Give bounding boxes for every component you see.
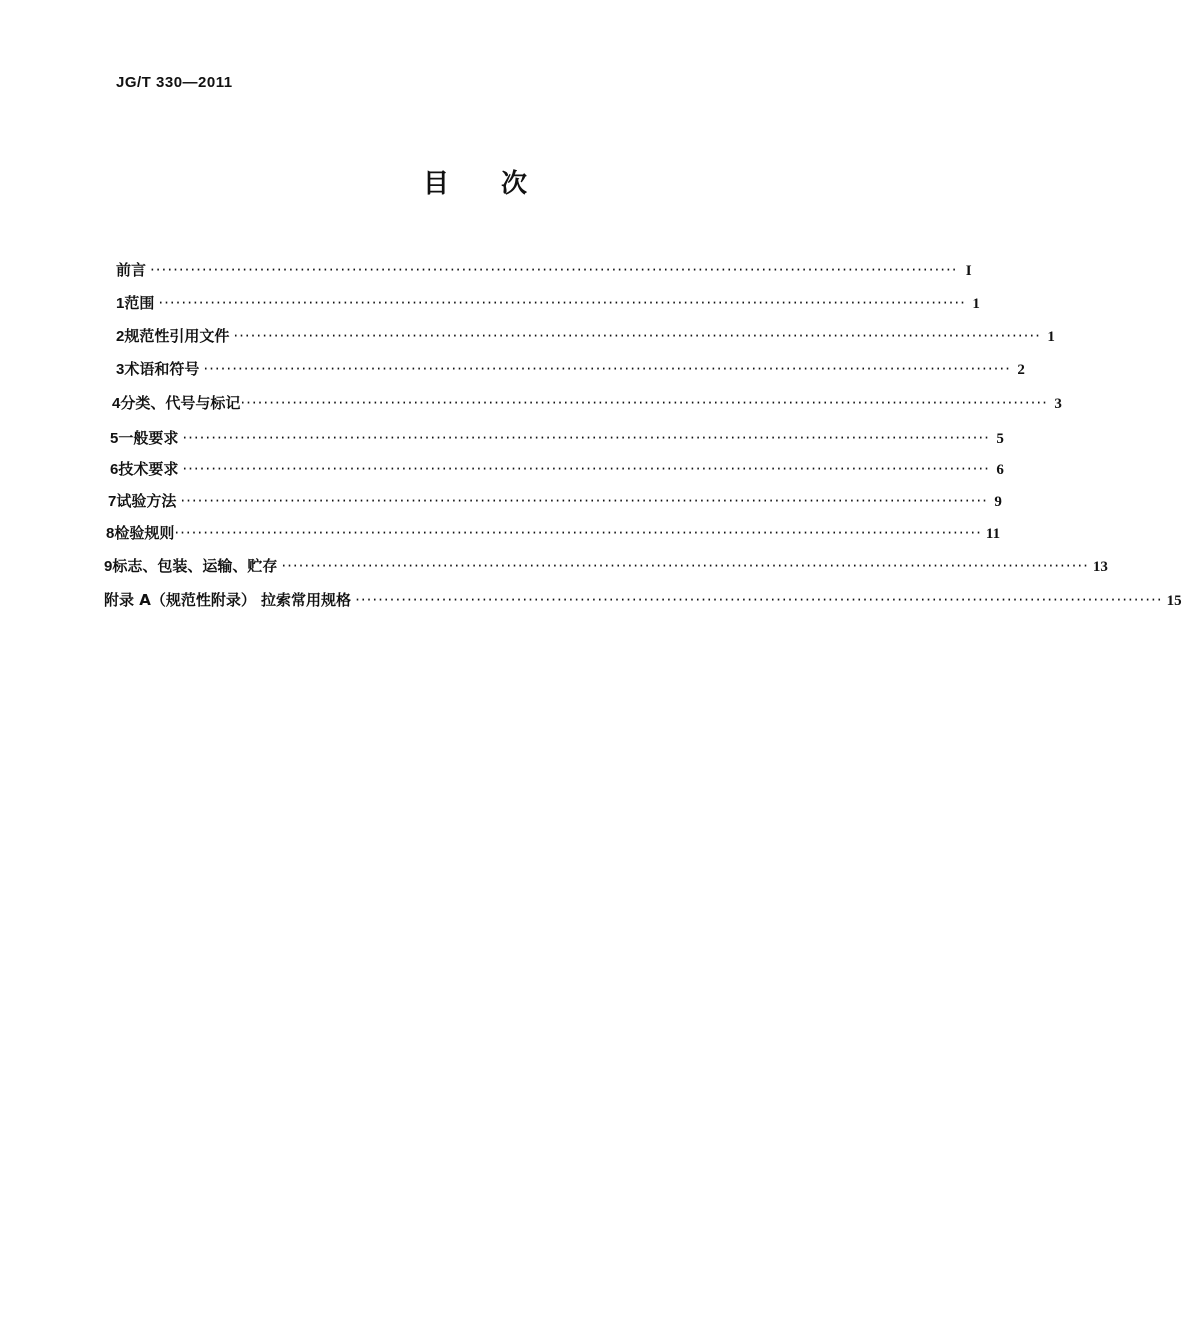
toc-entry-number: 5 xyxy=(110,430,119,447)
toc-entry-test-methods[interactable] xyxy=(108,490,1002,512)
toc-entry-number: 7 xyxy=(108,493,117,510)
toc-entry-page: 15 xyxy=(1166,593,1182,609)
toc-entry-label: 技术要求 xyxy=(118,460,179,478)
toc-leader-dots: ············································································································································ xyxy=(240,394,1048,412)
toc-entry-label: 术语和符号 xyxy=(124,360,200,378)
toc-entry-page: 1 xyxy=(1047,329,1055,345)
toc-leader-dots: ············································································································································ xyxy=(355,591,1163,609)
toc-entry-page: 1 xyxy=(972,296,980,312)
toc-entry-label: 一般要求 xyxy=(118,429,179,447)
toc-entry-label: 检验规则 xyxy=(114,524,175,542)
toc-leader-dots: ············································································································································ xyxy=(150,261,958,279)
toc-entry-foreword[interactable] xyxy=(116,259,972,281)
toc-entry-label: 前言 xyxy=(116,261,147,279)
toc-entry-marking-packaging[interactable] xyxy=(104,555,1108,577)
toc-entry-page: 3 xyxy=(1054,396,1062,412)
toc-entry-inspection-rules[interactable] xyxy=(106,522,1001,544)
toc-entry-number: 8 xyxy=(106,525,115,542)
toc-entry-number: 2 xyxy=(116,328,125,345)
toc-leader-dots: ············································································································································ xyxy=(233,327,1041,345)
toc-entry-annex-a[interactable] xyxy=(104,589,1182,611)
toc-leader-dots: ············································································································································ xyxy=(182,460,990,478)
toc-entry-page: 5 xyxy=(996,431,1004,447)
toc-entry-number: 1 xyxy=(116,295,125,312)
toc-entry-number: 4 xyxy=(112,395,121,412)
toc-entry-page: 2 xyxy=(1017,362,1025,378)
toc-leader-dots: ············································································································································ xyxy=(182,429,990,447)
toc-leader-dots: ············································································································································ xyxy=(180,492,988,510)
toc-entry-page: 11 xyxy=(985,526,1001,542)
page-title: 目次 xyxy=(422,169,579,199)
toc-leader-dots: ············································································································································ xyxy=(281,557,1089,575)
toc-entry-number: 3 xyxy=(116,361,125,378)
toc-entry-page: I xyxy=(965,263,972,279)
toc-entry-terms-symbols[interactable] xyxy=(116,358,1025,380)
toc-entry-normative-references[interactable] xyxy=(116,325,1055,347)
toc-leader-dots: ············································································································································ xyxy=(203,360,1011,378)
toc-entry-page: 6 xyxy=(996,462,1004,478)
toc-entry-number: 6 xyxy=(110,461,119,478)
toc-entry-label: 附录 A（规范性附录） 拉索常用规格 xyxy=(104,591,352,609)
toc-entry-number: 9 xyxy=(104,558,113,575)
toc-entry-label: 分类、代号与标记 xyxy=(120,394,241,412)
toc-entry-page: 9 xyxy=(994,494,1002,510)
toc-entry-label: 标志、包装、运输、贮存 xyxy=(112,557,278,575)
toc-entry-label: 规范性引用文件 xyxy=(124,327,230,345)
toc-entry-label: 范围 xyxy=(124,294,155,312)
toc-leader-dots: ············································································································································ xyxy=(174,524,982,542)
toc-leader-dots: ············································································································································ xyxy=(158,294,966,312)
document-code: JG/T 330—2011 xyxy=(116,74,233,91)
toc-entry-label: 试验方法 xyxy=(116,492,177,510)
toc-entry-scope[interactable] xyxy=(116,292,980,314)
toc-entry-page: 13 xyxy=(1092,559,1108,575)
toc-entry-classification[interactable] xyxy=(112,392,1062,414)
toc-entry-general-requirements[interactable] xyxy=(110,427,1004,449)
toc-entry-technical-requirements[interactable] xyxy=(110,458,1004,480)
